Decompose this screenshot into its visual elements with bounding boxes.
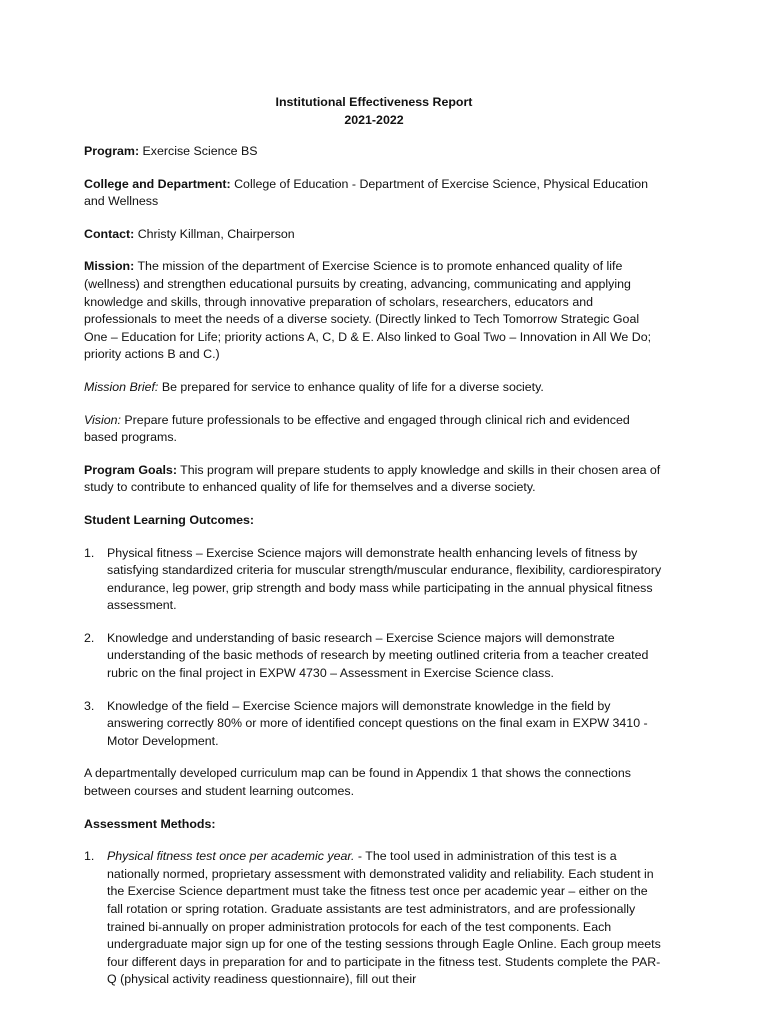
- curriculum-note: A departmentally developed curriculum map can be found in Appendix 1 that shows the connections between courses and student learning outcomes.: [84, 766, 631, 799]
- list-item-text: - The tool used in administration of this test is a nationally normed, proprietary assessment with demonstrated validity and reliability. Each student in the Exercise Science department must take the fitness test once per academic year – either on the fall rotation or spring rotation. Graduate assistants are test administrators, and are professionally trained bi-annually on proper administration protocols for each of the test components. Each undergraduate major sign up for one of the testing sessions through Eagle Online. Each group meets four different days in preparation for and to participate in the fitness test. Students complete the PAR-Q (physical activity readiness questionnaire), fill out their: [107, 849, 661, 987]
- assessment-heading-text: Assessment Methods:: [84, 816, 216, 831]
- list-number: 1.: [84, 849, 95, 864]
- mission-brief-label: Mission Brief:: [84, 379, 159, 394]
- report-title: Institutional Effectiveness Report: [275, 95, 473, 109]
- mission-text: The mission of the department of Exercise Science is to promote enhanced quality of life (wellness) and strengthen educational pursuits by creating, advancing, communicating and applying knowledge and skills, through innovative preparation of scholars, researchers, educators and professionals to meet the needs of a diverse society. (Directly linked to Tech Tomorrow Strategic Goal One – Education for Life; priority actions A, C, D & E. Also linked to Goal Two – Innovation in All We Do; priority actions B and C.): [84, 259, 652, 362]
- list-item: [84, 848, 664, 989]
- college-label: College and Department:: [84, 176, 231, 191]
- slo-heading: [84, 512, 664, 530]
- program-goals-text: This program will prepare students to apply knowledge and skills in their chosen area of study to contribute to enhanced quality of life for themselves and a diverse society.: [84, 462, 661, 495]
- list-item: [84, 630, 664, 683]
- report-title-block: [84, 93, 664, 129]
- document-body: [84, 93, 664, 989]
- list-number: 2.: [84, 630, 95, 645]
- slo-heading-text: Student Learning Outcomes:: [84, 512, 255, 527]
- contact-line: [84, 226, 664, 244]
- list-item-text: Knowledge and understanding of basic research – Exercise Science majors will demonstrate understanding of the basic methods of research by meeting outlined criteria from a teacher created rubric on the final project in EXPW 4730 – Assessment in Exercise Science class.: [107, 630, 649, 681]
- mission-paragraph: [84, 258, 664, 364]
- slo-list: [84, 545, 664, 751]
- contact-label: Contact:: [84, 226, 135, 241]
- list-item: [84, 545, 664, 615]
- college-line: [84, 176, 664, 211]
- program-goals-paragraph: [84, 462, 664, 497]
- mission-label: Mission:: [84, 259, 135, 274]
- program-value: Exercise Science BS: [139, 144, 258, 158]
- assessment-list: [84, 848, 664, 989]
- vision-paragraph: [84, 412, 664, 447]
- college-value: College of Education - Department of Exercise Science, Physical Education and Wellness: [84, 176, 649, 209]
- program-label: Program:: [84, 144, 140, 158]
- vision-text: Prepare future professionals to be effective and engaged through clinical rich and evidenced based programs.: [84, 412, 630, 445]
- list-item-text: Knowledge of the field – Exercise Science majors will demonstrate knowledge in the field by answering correctly 80% or more of identified concept questions on the final exam in EXPW 3410 - Motor Development.: [107, 698, 648, 748]
- vision-label: Vision:: [84, 412, 121, 427]
- program-line: [84, 143, 664, 161]
- mission-brief-text: Be prepared for service to enhance quality of life for a diverse society.: [158, 379, 544, 394]
- list-item-text: Physical fitness – Exercise Science majors will demonstrate health enhancing levels of fitness by satisfying standardized criteria for muscular strength/muscular endurance, flexibility, cardiorespiratory endurance, leg power, grip strength and body mass while participating in the annual physical fitness assessment.: [107, 545, 662, 613]
- report-year: 2021-2022: [344, 113, 404, 127]
- mission-brief-paragraph: [84, 379, 664, 397]
- list-number: 1.: [84, 545, 95, 560]
- contact-value: Christy Killman, Chairperson: [134, 226, 295, 241]
- list-item-lead: Physical fitness test once per academic year.: [107, 849, 355, 864]
- list-item: [84, 698, 664, 751]
- program-goals-label: Program Goals:: [84, 462, 177, 477]
- assessment-heading: [84, 816, 664, 834]
- list-number: 3.: [84, 698, 95, 713]
